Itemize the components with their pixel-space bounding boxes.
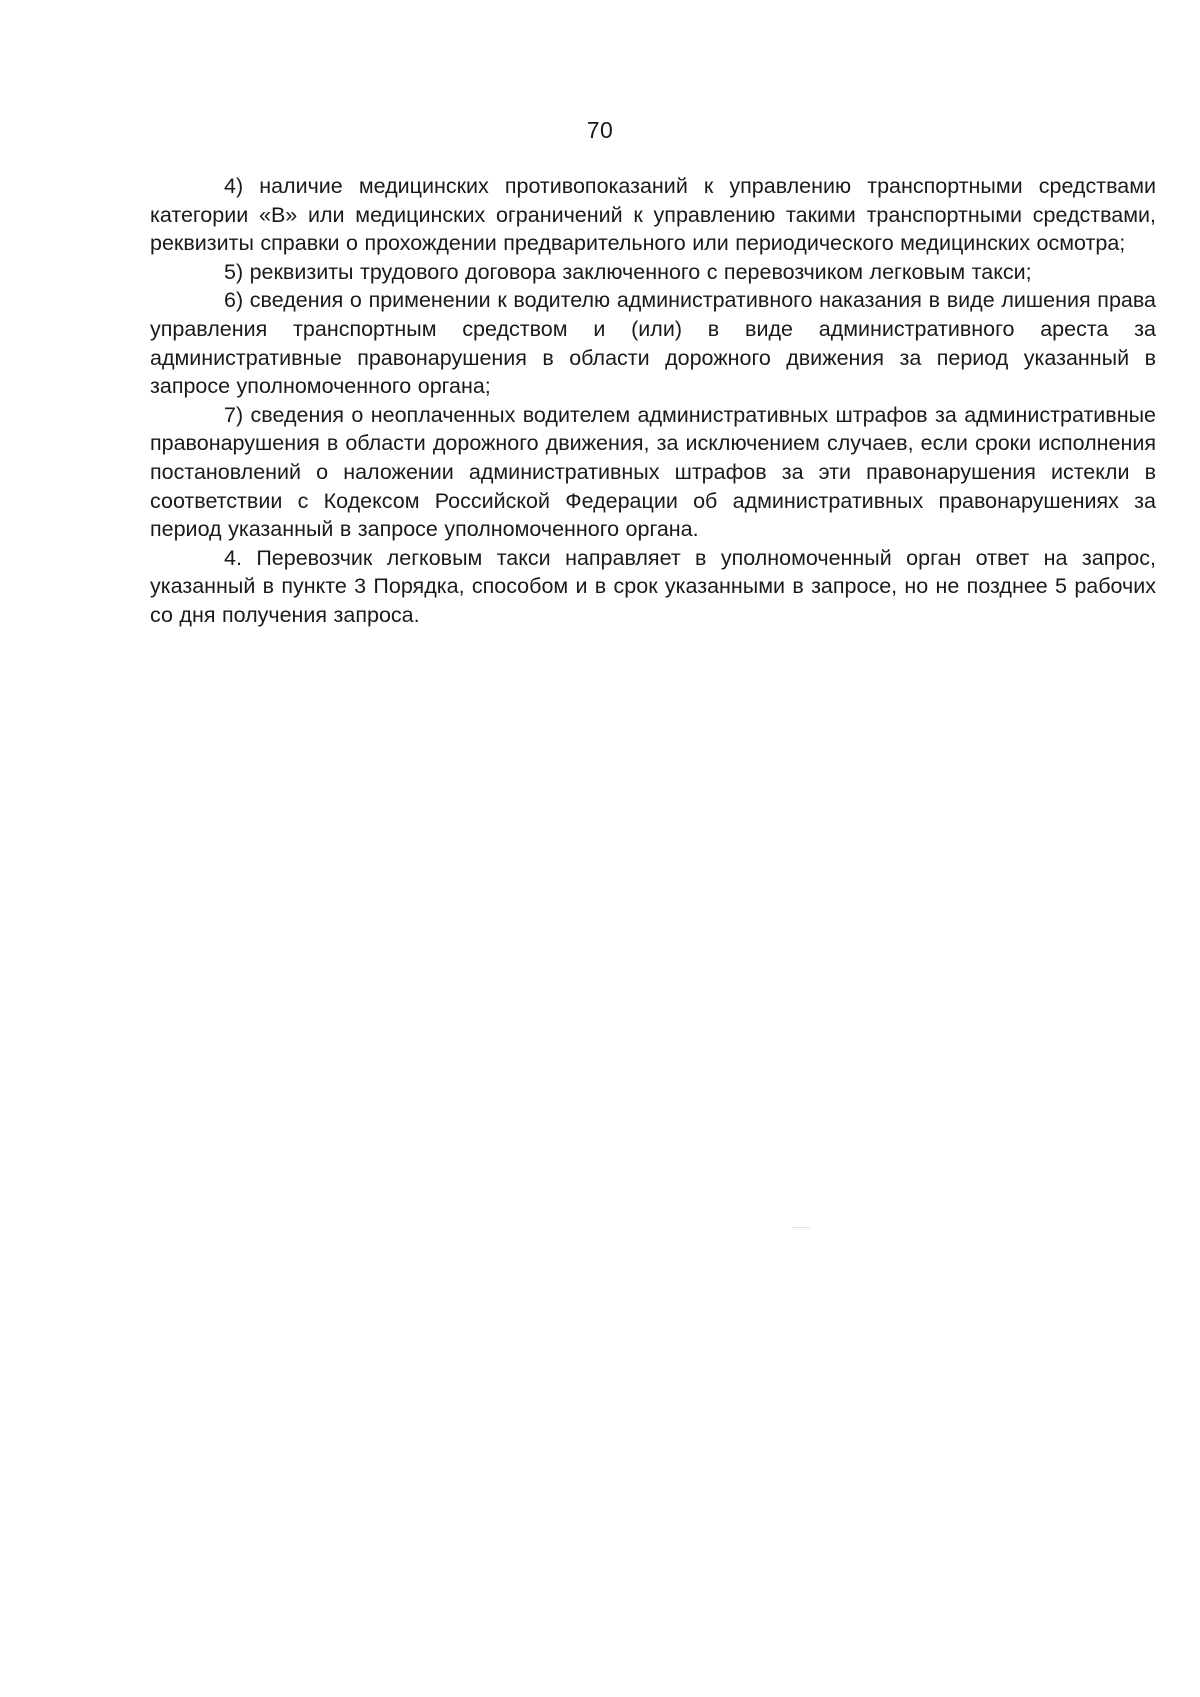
clause-4-carrier-response: 4. Перевозчик легковым такси направляет в уполномоченный орган ответ на запрос, указанный в пункте 3 Порядка, способом и в срок указанными в запросе, но не позднее 5 рабочих со дня получения запроса. (150, 545, 1156, 627)
scan-artifact (792, 1227, 810, 1228)
document-body (150, 172, 1156, 630)
page-number: 70 (586, 117, 614, 143)
item-4-medical-contraindications: 4) наличие медицинских противопоказаний к управлению транспортными средствами категории «В» или медицинских ограничений к управлению такими транспортными средствами, реквизиты справки о прохождении предварительного или периодического медицинских осмотра; (150, 174, 1156, 256)
item-5-employment-contract: 5) реквизиты трудового договора заключенного с перевозчиком легковым такси; (224, 259, 1032, 284)
item-7-unpaid-fines: 7) сведения о неоплаченных водителем административных штрафов за административные правонарушения в области дорожного движения, за исключением случаев, если сроки исполнения постановлений о наложении административных штрафов за эти правонарушения истекли в соответствии с Кодексом Российской Федерации об административных правонарушениях за период указанный в запросе уполномоченного органа. (150, 402, 1156, 542)
item-6-administrative-penalty: 6) сведения о применении к водителю административного наказания в виде лишения права управления транспортным средством и (или) в виде административного ареста за административные правонарушения в области дорожного движения за период указанный в запросе уполномоченного органа; (150, 288, 1156, 399)
